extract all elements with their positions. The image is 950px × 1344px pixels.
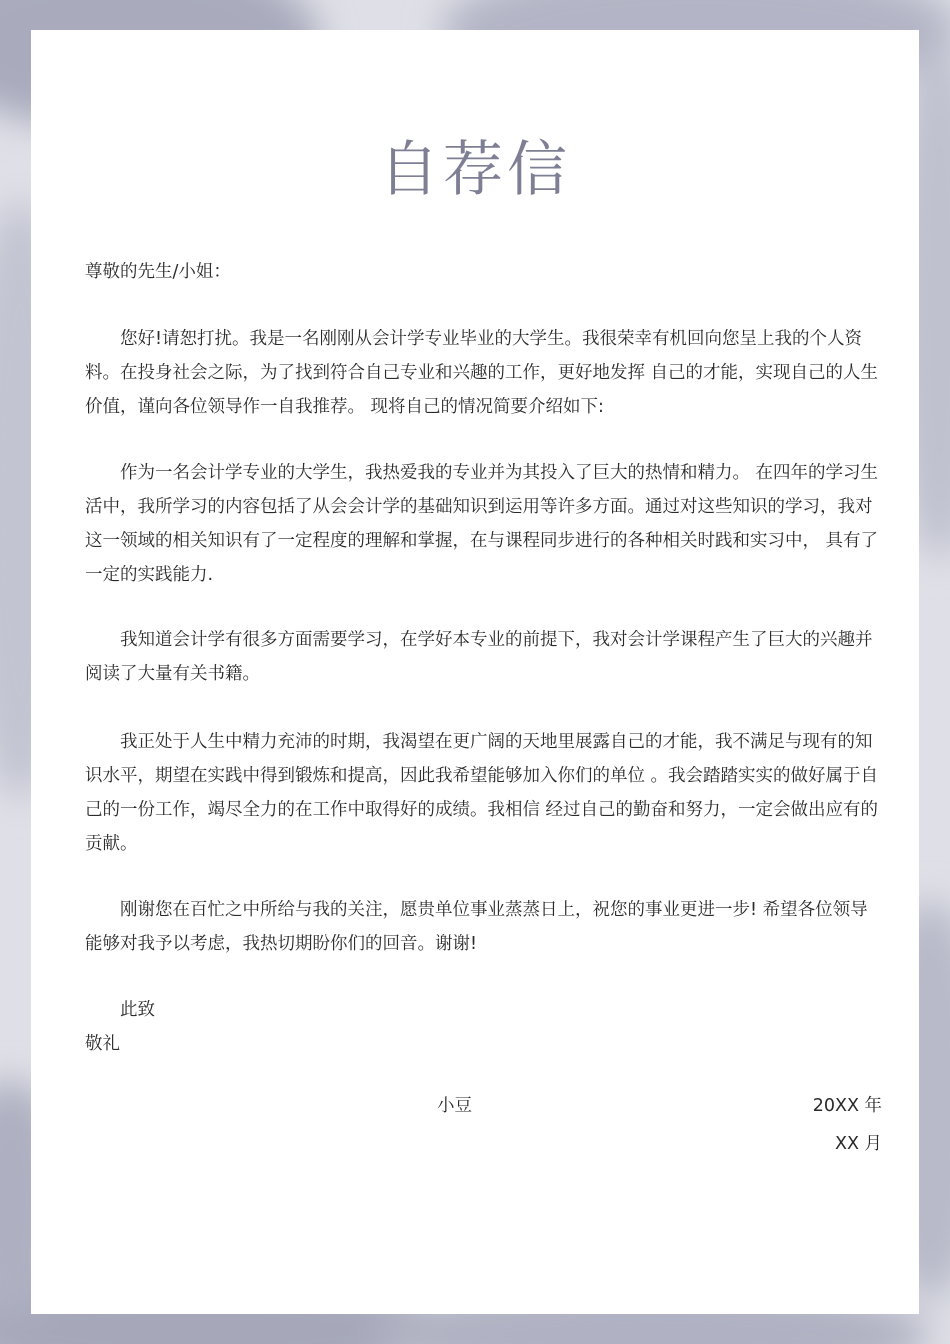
- closing-line-1: 此致: [120, 1000, 155, 1020]
- signature-name: 小豆: [437, 1096, 472, 1116]
- paragraph-interest: 我知道会计学有很多方面需要学习，在学好本专业的前提下，我对会计学课程产生了巨大的兴趣并阅读了大量有关书籍。: [85, 630, 873, 684]
- page-title: 自荐信: [379, 135, 571, 205]
- signature-date: [813, 1089, 882, 1165]
- paragraph-study: 作为一名会计学专业的大学生，我热爱我的专业并为其投入了巨大的热情和精力。 在四年的学习生活中，我所学习的内容包括了从会会计学的基础知识到运用等许多方面。通过对这些知识的学习，我对这一领域的相关知识有了一定程度的理解和掌握，在与课程同步进行的各种相关时践和实习中， 具有了一定的实践能力.: [85, 463, 879, 585]
- salutation: 尊敬的先生/小姐：: [85, 262, 231, 282]
- letter-paper: [31, 30, 919, 1314]
- closing-line-2: 敬礼: [85, 1034, 120, 1054]
- date-month: XX 月: [834, 1134, 882, 1154]
- paragraph-goal: 我正处于人生中精力充沛的时期，我渴望在更广阔的天地里展露自己的才能，我不满足与现有的知识水平，期望在实践中得到锻炼和提高，因此我希望能够加入你们的单位 。我会踏踏实实的做好属于自己的一份工作，竭尽全力的在工作中取得好的成绩。我相信 经过自己的勤奋和努力，一定会做出应有的贡献。: [85, 732, 879, 854]
- date-year: 20XX 年: [812, 1096, 882, 1116]
- paragraph-thanks: 刚谢您在百忙之中所给与我的关注，愿贵单位事业蒸蒸日上，祝您的事业更进一步! 希望各位领导能够对我予以考虑，我热切期盼你们的回音。谢谢!: [85, 900, 868, 954]
- paragraph-intro: 您好!请恕打扰。我是一名刚刚从会计学专业毕业的大学生。我很荣幸有机回向您呈上我的个人资料。在投身社会之际，为了找到符合自己专业和兴趣的工作，更好地发挥 自己的才能，实现自己的人生价值，谨向各位领导作一自我推荐。 现将自己的情况简要介绍如下:: [85, 329, 879, 417]
